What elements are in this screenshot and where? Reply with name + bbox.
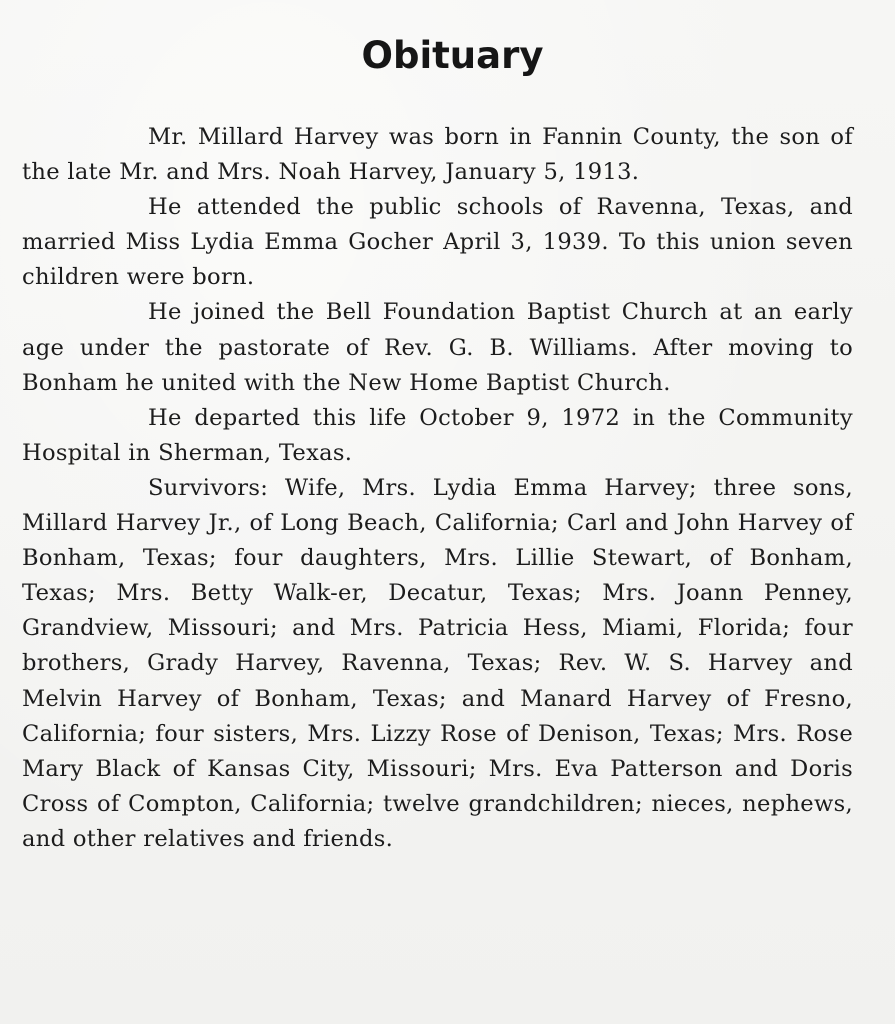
paragraph-death: He departed this life October 9, 1972 in the Community Hospital in Sherman, Texas. — [22, 404, 853, 466]
obituary-body — [22, 120, 853, 857]
paragraph-church: He joined the Bell Foundation Baptist Church at an early age under the pastorate of Rev. G. B. Williams. After moving to Bonham he united with the New Home Baptist Church. — [22, 299, 853, 396]
paragraph-birth: Mr. Millard Harvey was born in Fannin County, the son of the late Mr. and Mrs. Noah Harvey, January 5, 1913. — [22, 124, 853, 186]
paragraph-survivors: Survivors: Wife, Mrs. Lydia Emma Harvey; three sons, Millard Harvey Jr., of Long Beach, California; Carl and John Harvey of Bonham, Texas; four daughters, Mrs. Lillie Stewart, of Bonham, Texas; Mrs. Betty Walk-er, Decatur, Texas; Mrs. Joann Penney, Grandview, Missouri; and Mrs. Patricia Hess, Miami, Florida; four brothers, Grady Harvey, Ravenna, Texas; Rev. W. S. Harvey and Melvin Harvey of Bonham, Texas; and Manard Harvey of Fresno, California; four sisters, Mrs. Lizzy Rose of Denison, Texas; Mrs. Rose Mary Black of Kansas City, Missouri; Mrs. Eva Patterson and Doris Cross of Compton, California; twelve grandchildren; nieces, nephews, and other relatives and friends. — [22, 474, 853, 852]
paragraph-marriage: He attended the public schools of Ravenna, Texas, and married Miss Lydia Emma Gocher April 3, 1939. To this union seven children were born. — [22, 194, 853, 291]
page-title: Obituary — [361, 34, 544, 77]
